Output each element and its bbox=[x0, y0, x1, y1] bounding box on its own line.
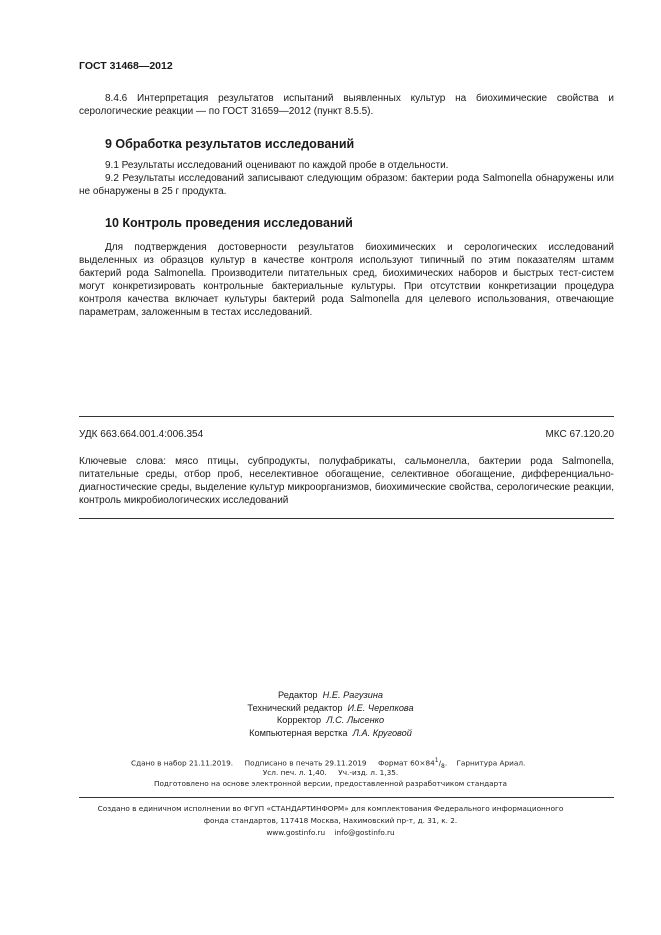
keywords: Ключевые слова: мясо птицы, субпродукты, полуфабрикаты, сальмонелла, бактерии рода Salmonella, питательные среды, отбор проб, неселективное обогащение, селективное обогащение, дифференциально-диагностические среды, выделение культур микроорганизмов, биохимические свойства, серологические реакции, контроль микробиологических исследований bbox=[79, 456, 614, 506]
imprint-prepared: Подготовлено на основе электронной версии, предоставленной разработчиком стандарта bbox=[153, 779, 508, 788]
section-9-heading: 9 Обработка результатов исследований bbox=[105, 137, 355, 151]
footer-line-1: Создано в единичном исполнении во ФГУП «СТАНДАРТИНФОРМ» для комплектования Федерального информационного bbox=[97, 804, 564, 813]
divider-top bbox=[79, 416, 614, 417]
paragraph-8-4-6: 8.4.6 Интерпретация результатов испытаний выявленных культур на биохимические свойства и серологические реакции — по ГОСТ 31659—2012 (пункт 8.5.5). bbox=[79, 93, 614, 117]
paragraph-9-2: 9.2 Результаты исследований записывают следующим образом: бактерии рода Salmonella обнаружены или не обнаружены в 25 г продукта. bbox=[79, 173, 614, 197]
website-link[interactable]: www.gostinfo.ru bbox=[266, 828, 326, 837]
udk-code: УДК 663.664.001.4:006.354 bbox=[79, 429, 204, 440]
editorial-credits bbox=[0, 689, 661, 739]
section-10-heading: 10 Контроль проведения исследований bbox=[105, 216, 353, 230]
credit-corrector: Корректор Л.С. Лысенко bbox=[276, 715, 385, 725]
footer-contacts bbox=[0, 827, 661, 839]
paragraph-10-1: Для подтверждения достоверности результатов биохимических и серологических исследований выделенных из образцов культур в качестве контроля используют типичный по этим показателям штамм бактерий рода Salmonella. Производители питательных сред, биохимических наборов и быстрых тест-систем могут конкретизировать контрольные бактериальные культуры. При отсутствии конкретизации процедура контроля качества включает культуры бактерий рода Salmonella для целевого использования, отвечающие параметрам, заложенным в тестах исследований. bbox=[79, 242, 614, 318]
footer-line-2: фонда стандартов, 117418 Москва, Нахимовский пр-т, д. 31, к. 2. bbox=[203, 816, 458, 825]
paragraph-9-1: 9.1 Результаты исследований оценивают по каждой пробе в отдельности. bbox=[105, 160, 449, 171]
email-link[interactable]: info@gostinfo.ru bbox=[334, 828, 395, 837]
imprint-line-1: Сдано в набор 21.11.2019. Подписано в печать 29.11.2019 Формат $60\times 84^1/_8$. Гарнитура Ариал. bbox=[131, 757, 526, 770]
document-id-header: ГОСТ 31468—2012 bbox=[79, 60, 173, 72]
divider-footer bbox=[79, 797, 614, 798]
credit-tech-editor: Технический редактор И.Е. Черепкова bbox=[247, 702, 414, 713]
credit-layout: Компьютерная верстка Л.А. Круговой bbox=[249, 727, 412, 738]
footer-publisher bbox=[0, 803, 661, 839]
divider-keywords bbox=[79, 518, 614, 519]
mks-code: МКС 67.120.20 bbox=[545, 429, 614, 440]
imprint-line-2: Усл. печ. л. 1,40. Уч.-изд. л. 1,35. bbox=[262, 768, 399, 777]
credit-editor: Редактор Н.Е. Рагузина bbox=[277, 690, 383, 700]
